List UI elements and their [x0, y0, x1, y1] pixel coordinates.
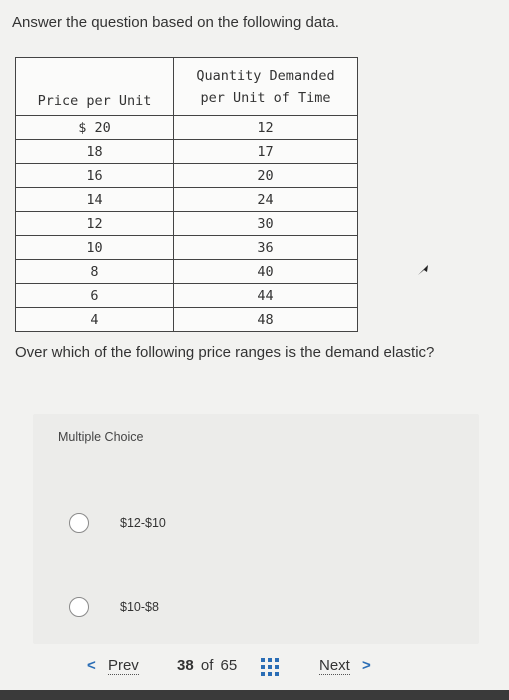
table-row — [16, 260, 358, 284]
header-price — [16, 58, 174, 116]
of-label: of — [200, 657, 214, 674]
current-page: 38 — [177, 657, 194, 674]
radio-button[interactable] — [69, 597, 89, 617]
table-row — [16, 188, 358, 212]
chevron-left-icon: < — [87, 657, 96, 674]
quantity-cell: 40 — [174, 260, 358, 284]
total-pages: 65 — [220, 657, 238, 674]
option-label: $10-$8 — [120, 600, 159, 614]
next-button[interactable] — [319, 657, 371, 674]
quantity-cell: 44 — [174, 284, 358, 308]
multiple-choice-panel — [33, 414, 479, 644]
price-cell: 10 — [16, 236, 174, 260]
pagination-bar — [0, 652, 509, 682]
multiple-choice-title: Multiple Choice — [58, 430, 144, 444]
option-label: $12-$10 — [120, 516, 166, 530]
price-cell: 8 — [16, 260, 174, 284]
header-price-line: Price per Unit — [37, 93, 152, 109]
table-row — [16, 308, 358, 332]
table-row — [16, 236, 358, 260]
header-quantity-line-2: per Unit of Time — [200, 89, 331, 106]
radio-button[interactable] — [69, 513, 89, 533]
prev-button[interactable] — [87, 657, 139, 674]
table-row — [16, 212, 358, 236]
price-cell: 6 — [16, 284, 174, 308]
price-cell: 12 — [16, 212, 174, 236]
header-quantity-line-1: Quantity Demanded — [196, 67, 335, 84]
header-quantity — [174, 58, 358, 116]
quantity-cell: 12 — [174, 116, 358, 140]
instruction-text: Answer the question based on the following data. — [12, 14, 339, 31]
quantity-cell: 48 — [174, 308, 358, 332]
chevron-right-icon: > — [362, 657, 371, 674]
price-cell: 4 — [16, 308, 174, 332]
table-row — [16, 164, 358, 188]
bottom-edge — [0, 690, 509, 700]
table-row — [16, 284, 358, 308]
demand-table — [15, 57, 358, 332]
page-indicator — [177, 657, 237, 674]
table-row — [16, 140, 358, 164]
mouse-cursor-icon — [416, 263, 430, 277]
prev-label: Prev — [107, 657, 139, 674]
question-text: Over which of the following price ranges is the demand elastic? — [15, 344, 435, 361]
price-cell: 14 — [16, 188, 174, 212]
quantity-cell: 20 — [174, 164, 358, 188]
option-12-10[interactable] — [69, 513, 166, 533]
table-row — [16, 116, 358, 140]
table-header-row — [16, 58, 358, 116]
quantity-cell: 30 — [174, 212, 358, 236]
price-cell: 16 — [16, 164, 174, 188]
grid-icon[interactable] — [260, 657, 280, 677]
price-cell: $ 20 — [16, 116, 174, 140]
quantity-cell: 24 — [174, 188, 358, 212]
next-label: Next — [319, 657, 350, 674]
option-10-8[interactable] — [69, 597, 159, 617]
quantity-cell: 17 — [174, 140, 358, 164]
price-cell: 18 — [16, 140, 174, 164]
quantity-cell: 36 — [174, 236, 358, 260]
